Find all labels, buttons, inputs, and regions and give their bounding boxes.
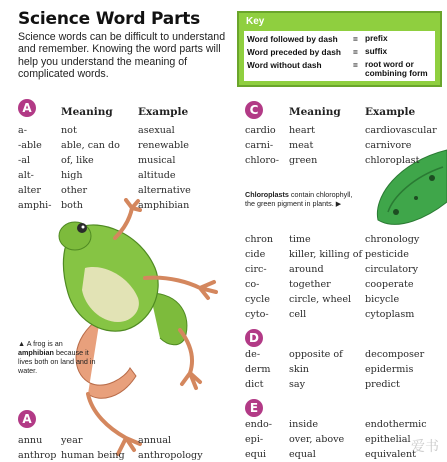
word-part: cide — [245, 249, 266, 260]
frog-illustration — [30, 198, 230, 462]
word-meaning: year — [61, 435, 83, 446]
key-term: Word followed by dash — [247, 34, 338, 44]
word-meaning: other — [61, 185, 88, 196]
key-equals: = — [353, 34, 358, 44]
word-example: epidermis — [365, 364, 414, 375]
word-example: annual — [138, 435, 172, 446]
word-meaning: of, like — [61, 155, 94, 166]
word-meaning: say — [289, 379, 306, 390]
word-part: circ- — [245, 264, 267, 275]
word-example: equivalent — [365, 449, 416, 460]
word-part: alt- — [18, 170, 34, 181]
word-example: cytoplasm — [365, 309, 415, 320]
word-example: cooperate — [365, 279, 414, 290]
word-meaning: killer, killing of — [289, 249, 363, 260]
word-part: chloro- — [245, 155, 279, 166]
word-meaning: skin — [289, 364, 309, 375]
key-meaning: suffix — [365, 46, 388, 56]
key-equals: = — [353, 47, 358, 57]
word-meaning: both — [61, 200, 83, 211]
key-meaning: prefix — [365, 33, 388, 43]
key-term: Word preceded by dash — [247, 47, 341, 57]
section-badge-c: C — [245, 101, 263, 119]
word-part: epi- — [245, 434, 264, 445]
page-title: Science Word Parts — [18, 9, 201, 29]
key-equals: = — [353, 60, 358, 70]
column-header-example: Example — [138, 106, 189, 118]
word-meaning: cell — [289, 309, 307, 320]
word-example: carnivore — [365, 140, 412, 151]
word-example: pesticide — [365, 249, 409, 260]
caption-triangle-icon: ▲ — [18, 339, 26, 348]
key-row — [247, 59, 433, 78]
section-badge-d: D — [245, 329, 263, 347]
word-example: amphibian — [138, 200, 190, 211]
column-header-meaning: Meaning — [61, 106, 113, 118]
key-box — [237, 11, 442, 87]
word-meaning: equal — [289, 449, 316, 460]
word-meaning: circle, wheel — [289, 294, 352, 305]
word-example: anthropology — [138, 450, 203, 461]
word-meaning: meat — [289, 140, 314, 151]
word-meaning: around — [289, 264, 324, 275]
word-example: cardiovascular — [365, 125, 437, 136]
section-badge-a: A — [18, 410, 36, 428]
word-part: -able — [18, 140, 42, 151]
word-part: -al — [18, 155, 31, 166]
word-meaning: human being — [61, 450, 125, 461]
word-example: decomposer — [365, 349, 425, 360]
word-meaning: over, above — [289, 434, 345, 445]
word-part: endo- — [245, 419, 273, 430]
key-term: Word without dash — [247, 60, 322, 70]
word-example: endothermic — [365, 419, 427, 430]
word-meaning: opposite of — [289, 349, 343, 360]
word-example: renewable — [138, 140, 189, 151]
column-header-example: Example — [365, 106, 416, 118]
word-part: anthrop — [18, 450, 57, 461]
word-example: predict — [365, 379, 400, 390]
word-meaning: green — [289, 155, 318, 166]
word-part: equi — [245, 449, 267, 460]
key-panel — [244, 31, 435, 81]
key-meaning: root word or combining form — [365, 59, 428, 78]
word-example: asexual — [138, 125, 175, 136]
word-part: co- — [245, 279, 260, 290]
word-example: altitude — [138, 170, 176, 181]
word-meaning: heart — [289, 125, 316, 136]
word-part: cyto- — [245, 309, 269, 320]
word-meaning: inside — [289, 419, 319, 430]
word-part: dict — [245, 379, 264, 390]
word-example: musical — [138, 155, 176, 166]
word-example: bicycle — [365, 294, 400, 305]
section-badge-e: E — [245, 399, 263, 417]
watermark: 爱书 — [411, 439, 439, 455]
word-part: de- — [245, 349, 261, 360]
word-part: chron — [245, 234, 274, 245]
word-part: cycle — [245, 294, 270, 305]
word-meaning: time — [289, 234, 311, 245]
key-row — [247, 47, 433, 58]
column-header-meaning: Meaning — [289, 106, 341, 118]
word-example: circulatory — [365, 264, 419, 275]
word-meaning: able, can do — [61, 140, 120, 151]
intro-paragraph: Science words can be difficult to understand and remember. Knowing the word parts will help you understand the meaning of complicated words. — [18, 31, 226, 80]
word-example: alternative — [138, 185, 191, 196]
word-part: a- — [18, 125, 27, 136]
word-part: carni- — [245, 140, 274, 151]
word-part: derm — [245, 364, 271, 375]
word-part: alter — [18, 185, 41, 196]
word-part: amphi- — [18, 200, 52, 211]
word-meaning: not — [61, 125, 77, 136]
word-part: cardio — [245, 125, 276, 136]
chloroplast-caption: Chloroplasts contain chlorophyll, the green pigment in plants. ▶ — [245, 190, 353, 208]
word-meaning: high — [61, 170, 83, 181]
key-row — [247, 34, 433, 45]
frog-caption: ▲ A frog is an amphibian because it lives both on land and in water. — [18, 339, 96, 375]
word-example: chloroplast — [365, 155, 420, 166]
word-example: chronology — [365, 234, 420, 245]
word-meaning: together — [289, 279, 331, 290]
key-heading: Key — [246, 16, 265, 27]
word-part: annu — [18, 435, 43, 446]
section-badge-a: A — [18, 99, 36, 117]
word-example: epithelial — [365, 434, 411, 445]
